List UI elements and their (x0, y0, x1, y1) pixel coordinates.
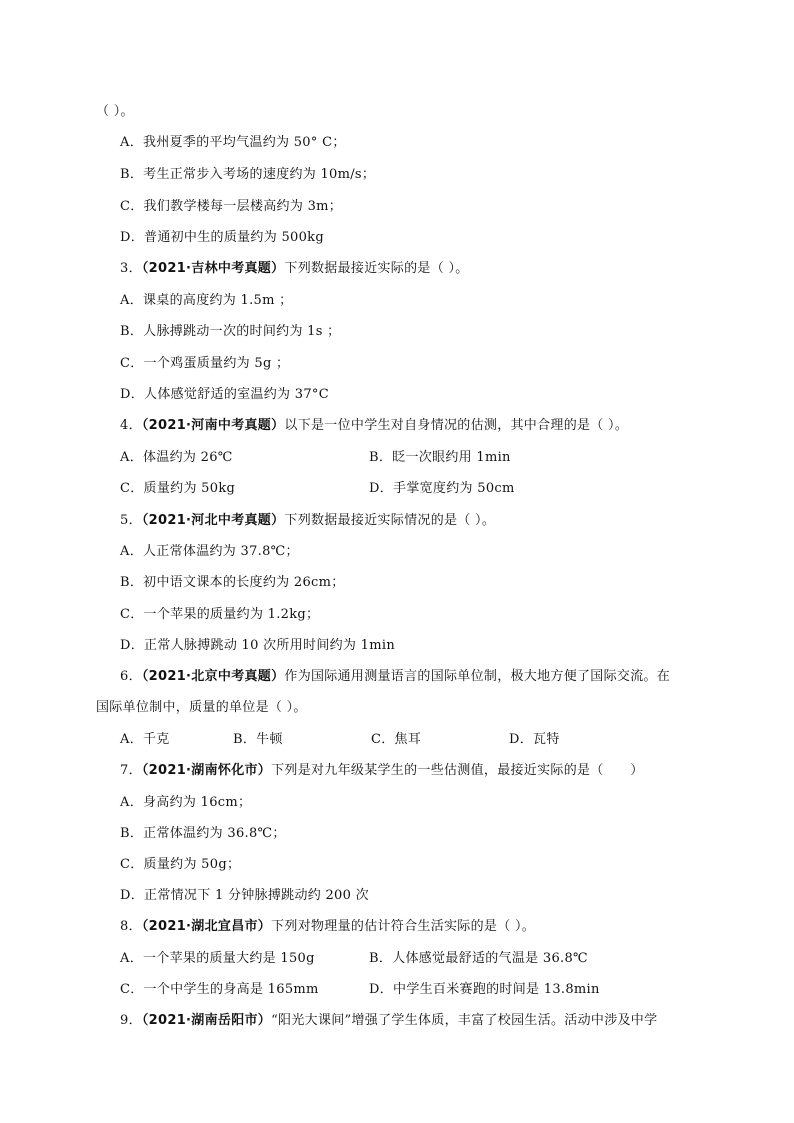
q5-option-a: A．人正常体温约为 37.8℃； (120, 544, 299, 559)
q3-number: 3． (120, 261, 142, 276)
q7-option-b: B．正常体温约为 36.8℃； (120, 826, 286, 841)
q7-option-d: D．正常情况下 1 分钟脉搏跳动约 200 次 (120, 888, 369, 903)
q6-option-a: A．千克 (120, 732, 170, 747)
q2-option-a: A．我州夏季的平均气温约为 50° C； (120, 135, 346, 150)
q9-source: （2021·湖南岳阳市） (141, 1013, 272, 1028)
q6-text-line1: 作为国际通用测量语言的国际单位制，极大地方便了国际交流。在 (284, 669, 671, 684)
q6-source: （2021·北京中考真题） (141, 669, 285, 684)
q9-stem (120, 1012, 657, 1030)
q2-option-b: B．考生正常步入考场的速度约为 10m/s； (120, 167, 376, 182)
q3-stem (120, 260, 469, 278)
q7-option-a: A．身高约为 16cm； (120, 795, 252, 810)
q3-option-c: C．一个鸡蛋质量约为 5g ； (120, 356, 290, 371)
q8-text: 下列对物理量的估计符合生活实际的是（ ）。 (271, 919, 536, 934)
q3-text: 下列数据最接近实际的是（ ）。 (284, 261, 469, 276)
q9-text: “阳光大课间”增强了学生体质，丰富了校园生活。活动中涉及中学 (271, 1013, 658, 1028)
q8-option-c: C．一个中学生的身高是 165mm (120, 982, 319, 997)
q6-option-d: D．瓦特 (509, 732, 560, 747)
q6-stem-line1 (120, 668, 670, 686)
q4-source: （2021·河南中考真题） (141, 418, 285, 433)
q5-number: 5． (120, 513, 142, 528)
q3-option-b: B．人脉搏跳动一次的时间约为 1s ； (120, 324, 341, 339)
q5-stem (120, 512, 495, 530)
q8-option-d: D．中学生百米赛跑的时间是 13.8min (369, 982, 600, 997)
q7-text: 下列是对九年级某学生的一些估测值，最接近实际的是（ ） (271, 763, 644, 778)
q2-option-d: D．普通初中生的质量约为 500kg (120, 230, 324, 245)
q3-source: （2021·吉林中考真题） (141, 261, 285, 276)
q8-source: （2021·湖北宜昌市） (141, 919, 272, 934)
q5-text: 下列数据最接近实际情况的是（ ）。 (284, 513, 496, 528)
q8-number: 8． (120, 919, 142, 934)
q5-option-c: C．一个苹果的质量约为 1.2kg； (120, 607, 320, 622)
q6-stem-line2: 国际单位制中，质量的单位是（ ）。 (96, 700, 307, 715)
q8-option-b: B．人体感觉最舒适的气温是 36.8℃ (369, 951, 588, 966)
q4-option-d: D．手掌宽度约为 50cm (369, 481, 515, 496)
q2-option-c: C．我们教学楼每一层楼高约为 3m； (120, 199, 343, 214)
q8-option-a: A．一个苹果的质量大约是 150g (120, 951, 315, 966)
q7-option-c: C．质量约为 50g； (120, 857, 241, 872)
q7-stem (120, 762, 644, 780)
q5-option-d: D．正常人脉搏跳动 10 次所用时间约为 1min (120, 638, 395, 653)
q6-number: 6． (120, 669, 142, 684)
q4-option-a: A．体温约为 26℃ (120, 450, 233, 465)
q4-option-c: C．质量约为 50kg (120, 481, 236, 496)
q3-option-a: A．课桌的高度约为 1.5m ； (120, 293, 293, 308)
q6-option-b: B．牛顿 (233, 732, 283, 747)
q4-number: 4． (120, 418, 142, 433)
q5-option-b: B．初中语文课本的长度约为 26cm； (120, 575, 345, 590)
q5-source: （2021·河北中考真题） (141, 513, 285, 528)
q7-number: 7． (120, 763, 142, 778)
q8-stem (120, 918, 535, 936)
q2-tail: （ ）。 (96, 104, 134, 119)
q4-text: 以下是一位中学生对自身情况的估测，其中合理的是（ ）。 (284, 418, 629, 433)
q3-option-d: D．人体感觉舒适的室温约为 37°C (120, 387, 329, 402)
q4-option-b: B．眨一次眼约用 1min (369, 450, 511, 465)
q6-option-c: C．焦耳 (371, 732, 422, 747)
q4-stem (120, 417, 628, 435)
q7-source: （2021·湖南怀化市） (141, 763, 272, 778)
q9-number: 9． (120, 1013, 142, 1028)
